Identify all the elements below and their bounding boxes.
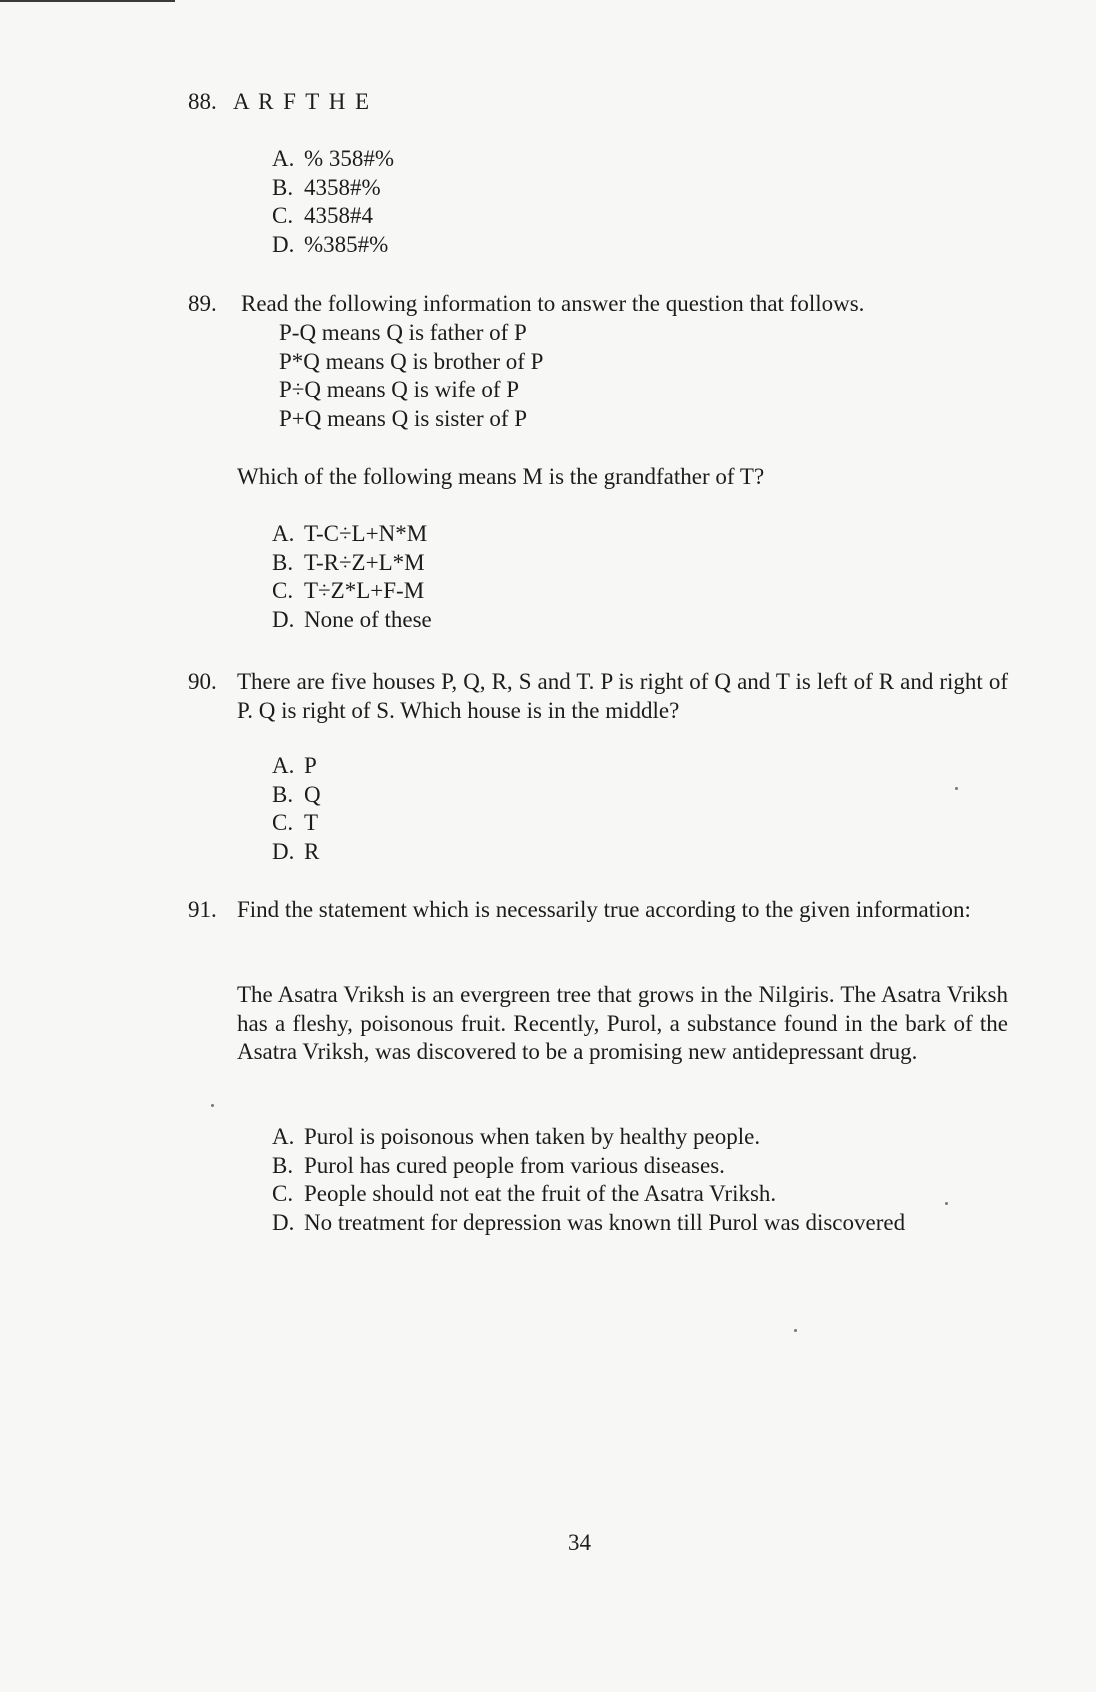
option-a: A. Purol is poisonous when taken by healthy people. bbox=[272, 1124, 761, 1149]
info-line: P*Q means Q is brother of P bbox=[279, 348, 544, 374]
option-a: A. % 358#% bbox=[272, 146, 395, 171]
option-b: B. T-R÷Z+L*M bbox=[272, 549, 425, 575]
question-number: 89. bbox=[188, 291, 217, 316]
option-b: B. Purol has cured people from various diseases. bbox=[272, 1152, 725, 1178]
question-number: 91. bbox=[188, 897, 217, 922]
question-text: A R F T H E bbox=[233, 89, 372, 114]
page-number: 34 bbox=[568, 1530, 591, 1555]
scan-speck bbox=[955, 787, 958, 790]
option-c: C. T bbox=[272, 810, 319, 835]
scan-speck bbox=[945, 1202, 948, 1205]
question-91 bbox=[188, 896, 1008, 925]
option-d: D. R bbox=[272, 838, 320, 864]
top-border-line bbox=[0, 0, 175, 2]
info-line: P+Q means Q is sister of P bbox=[279, 405, 528, 431]
relation-info bbox=[279, 319, 543, 433]
option-a: A. T-C÷L+N*M bbox=[272, 521, 428, 546]
question-prompt: Which of the following means M is the grandfather of T? bbox=[237, 464, 765, 489]
scan-speck bbox=[211, 1104, 214, 1107]
question-88 bbox=[188, 88, 1008, 117]
question-89 bbox=[188, 290, 1008, 319]
passage: The Asatra Vriksh is an evergreen tree that grows in the Nilgiris. The Asatra Vriksh has a fleshy, poisonous fruit. Recently, Purol, a substance found in the bark of the Asatra Vriksh, was discovered to be a promising new antidepressant drug. bbox=[237, 982, 1008, 1064]
option-c: C. 4358#4 bbox=[272, 203, 373, 228]
options-88 bbox=[272, 145, 394, 259]
option-d: D. None of these bbox=[272, 606, 432, 632]
info-line: P÷Q means Q is wife of P bbox=[279, 377, 520, 402]
options-89 bbox=[272, 520, 432, 634]
option-c: C. People should not eat the fruit of the Asatra Vriksh. bbox=[272, 1181, 777, 1206]
question-text: Find the statement which is necessarily true according to the given information: bbox=[237, 897, 971, 922]
options-90 bbox=[272, 752, 321, 866]
option-d: D. %385#% bbox=[272, 231, 389, 257]
question-text: There are five houses P, Q, R, S and T. P is right of Q and T is left of R and right of P. Q is right of S. Which house is in the middle? bbox=[237, 669, 1008, 723]
option-d: D. No treatment for depression was known till Purol was discovered bbox=[272, 1209, 906, 1235]
option-a: A. P bbox=[272, 753, 317, 778]
question-text: Read the following information to answer the question that follows. bbox=[241, 291, 865, 316]
question-90 bbox=[188, 668, 1008, 725]
info-line: P-Q means Q is father of P bbox=[279, 320, 527, 345]
option-c: C. T÷Z*L+F-M bbox=[272, 578, 425, 603]
option-b: B. 4358#% bbox=[272, 174, 381, 200]
question-number: 88. bbox=[188, 89, 217, 114]
scan-speck bbox=[794, 1329, 797, 1332]
options-91 bbox=[272, 1123, 905, 1237]
option-b: B. Q bbox=[272, 781, 321, 807]
question-number: 90. bbox=[188, 669, 217, 694]
